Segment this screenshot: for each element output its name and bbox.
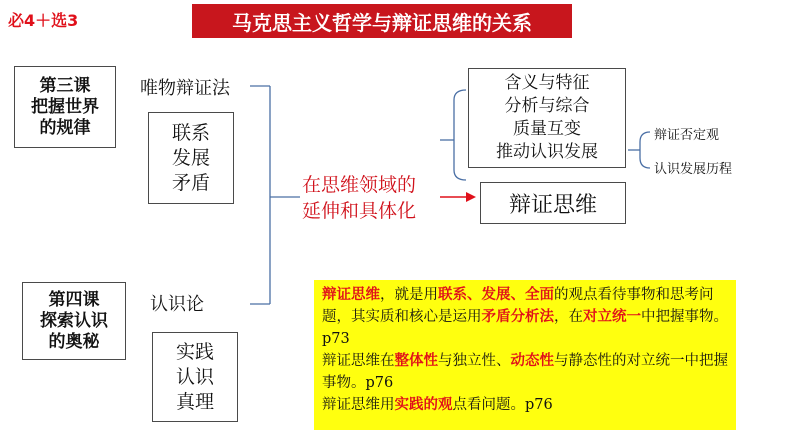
feature-meaning: 含义与特征	[504, 73, 590, 93]
note-p1-seg5: ，在	[554, 309, 583, 325]
epistemology-label: 认识论	[150, 294, 204, 315]
side-notes-bracket	[640, 132, 650, 168]
concept-contradiction: 矛盾	[171, 171, 210, 194]
lesson4-line2: 探索认识	[40, 310, 108, 331]
note-p2-seg4: 与静态性的对立统一中把握事物。p76	[322, 353, 728, 391]
lesson4-line3: 的奥秘	[48, 331, 100, 352]
feature-quantity: 质量互变	[513, 119, 581, 139]
concept-practice: 实践	[175, 340, 214, 363]
note-paragraph-3	[322, 394, 728, 416]
note-p1-seg1: ，就是用	[380, 287, 438, 303]
side-note-history: 认识发展历程	[654, 162, 733, 177]
page-title: 马克思主义哲学与辩证思维的关系	[192, 4, 572, 38]
feature-cognition: 推动认识发展	[496, 142, 598, 162]
note-p1-seg4: 矛盾分析法	[481, 308, 554, 325]
lesson3-line3: 的规律	[39, 117, 91, 138]
note-p3-seg1: 实践的观	[394, 396, 453, 413]
side-note-negation: 辩证否定观	[654, 128, 720, 143]
note-p1-seg3: 的观点看待事物和思考问题，其实质和核心是运用	[322, 287, 714, 325]
concept-truth: 真理	[175, 390, 214, 413]
concept-development: 发展	[171, 146, 210, 169]
dialectical-thinking-label: 辩证思维	[508, 192, 597, 218]
concept-cognition: 认识	[175, 365, 214, 388]
feature-analysis: 分析与综合	[504, 96, 590, 116]
dialectics-concepts-box	[148, 112, 234, 204]
lesson4-box	[22, 282, 126, 360]
lesson3-line1: 第三课	[39, 75, 91, 96]
extension-text	[302, 172, 416, 224]
lesson4-line1: 第四课	[48, 289, 100, 310]
extension-line1: 在思维领域的	[302, 174, 417, 196]
note-p3-seg2: 点看问题。p76	[452, 397, 553, 413]
note-paragraph-2	[322, 350, 728, 394]
course-tag: 必4＋选3	[8, 11, 79, 30]
note-p2-seg0: 辩证思维在	[322, 353, 395, 369]
features-box	[468, 68, 626, 168]
note-paragraph-1	[322, 284, 728, 350]
note-p1-seg0: 辩证思维	[322, 286, 380, 303]
note-p1-seg2: 联系、发展、全面	[438, 286, 554, 303]
arrow-head-icon	[466, 192, 476, 202]
note-p2-seg3: 动态性	[510, 352, 554, 369]
note-p1-seg7: 中把握事物。p73	[322, 309, 728, 347]
note-p2-seg2: 与独立性、	[438, 353, 511, 369]
note-p3-seg0: 辩证思维用	[322, 397, 395, 413]
lesson3-box	[14, 66, 116, 148]
definition-note	[314, 280, 736, 430]
note-p1-seg6: 对立统一	[583, 308, 641, 325]
extension-line2: 延伸和具体化	[302, 200, 417, 222]
dialectics-label: 唯物辩证法	[140, 78, 230, 99]
note-p2-seg1: 整体性	[394, 352, 438, 369]
lesson3-line2: 把握世界	[31, 96, 99, 117]
dialectical-thinking-box	[480, 182, 626, 224]
features-bracket	[454, 90, 466, 180]
epistemology-concepts-box	[152, 332, 238, 422]
concept-connection: 联系	[171, 121, 210, 144]
